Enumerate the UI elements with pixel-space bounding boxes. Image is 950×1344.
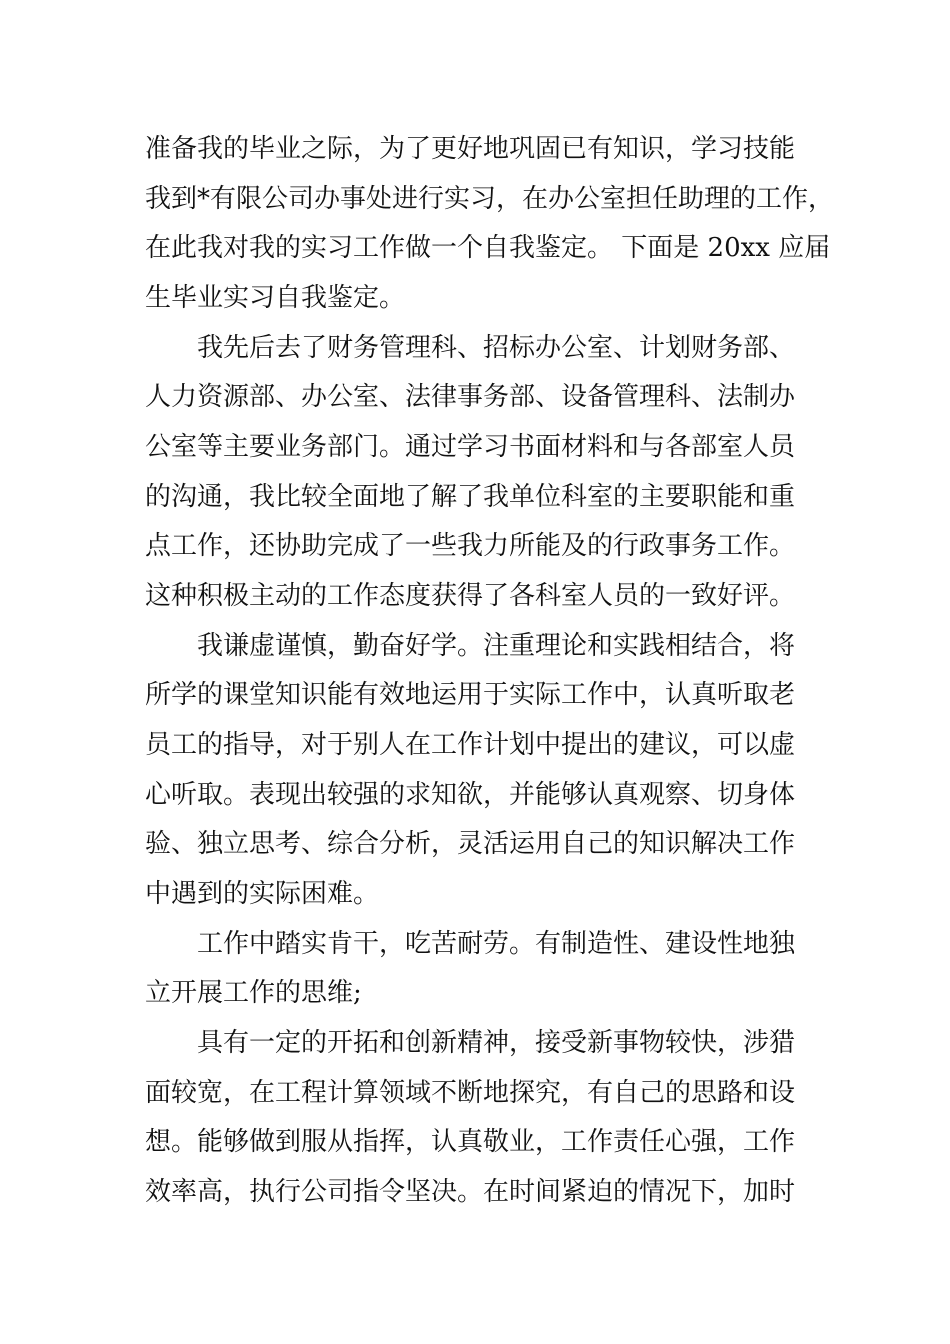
text-line: 验、独立思考、综合分析，灵活运用自己的知识解决工作 — [145, 829, 796, 859]
text-line: 的沟通，我比较全面地了解了我单位科室的主要职能和重 — [145, 482, 796, 512]
text-line: 生毕业实习自我鉴定。 — [145, 283, 406, 313]
text-line: 面较宽，在工程计算领域不断地探究，有自己的思路和设 — [145, 1078, 796, 1108]
paragraph-first-line: 具有一定的开拓和创新精神，接受新事物较快，涉猎 — [197, 1028, 796, 1058]
paragraph-first-line: 我先后去了财务管理科、招标办公室、计划财务部、 — [197, 333, 796, 363]
text-line: 人力资源部、办公室、法律事务部、设备管理科、法制办 — [145, 382, 796, 412]
text-line: 员工的指导，对于别人在工作计划中提出的建议，可以虚 — [145, 730, 796, 760]
text-line: 这种积极主动的工作态度获得了各科室人员的一致好评。 — [145, 581, 796, 611]
text-line: 中遇到的实际困难。 — [145, 879, 380, 909]
text-line: 我到*有限公司办事处进行实习，在办公室担任助理的工作， — [145, 184, 835, 214]
text-line: 效率高，执行公司指令坚决。在时间紧迫的情况下，加时 — [145, 1177, 796, 1207]
text-line: 所学的课堂知识能有效地运用于实际工作中，认真听取老 — [145, 680, 796, 710]
text-line: 公室等主要业务部门。通过学习书面材料和与各部室人员 — [145, 432, 796, 462]
text-line: 准备我的毕业之际，为了更好地巩固已有知识，学习技能 — [145, 134, 796, 164]
text-line: 立开展工作的思维; — [145, 978, 362, 1008]
text-line: 在此我对我的实习工作做一个自我鉴定。 下面是 20xx 应届 — [145, 233, 831, 263]
text-line: 想。能够做到服从指挥，认真敬业，工作责任心强，工作 — [145, 1127, 796, 1157]
text-line: 心听取。表现出较强的求知欲，并能够认真观察、切身体 — [145, 780, 796, 810]
paragraph-first-line: 我谦虚谨慎，勤奋好学。注重理论和实践相结合，将 — [197, 631, 796, 661]
text-line: 点工作，还协助完成了一些我力所能及的行政事务工作。 — [145, 531, 796, 561]
paragraph-first-line: 工作中踏实肯干，吃苦耐劳。有制造性、建设性地独 — [197, 929, 796, 959]
